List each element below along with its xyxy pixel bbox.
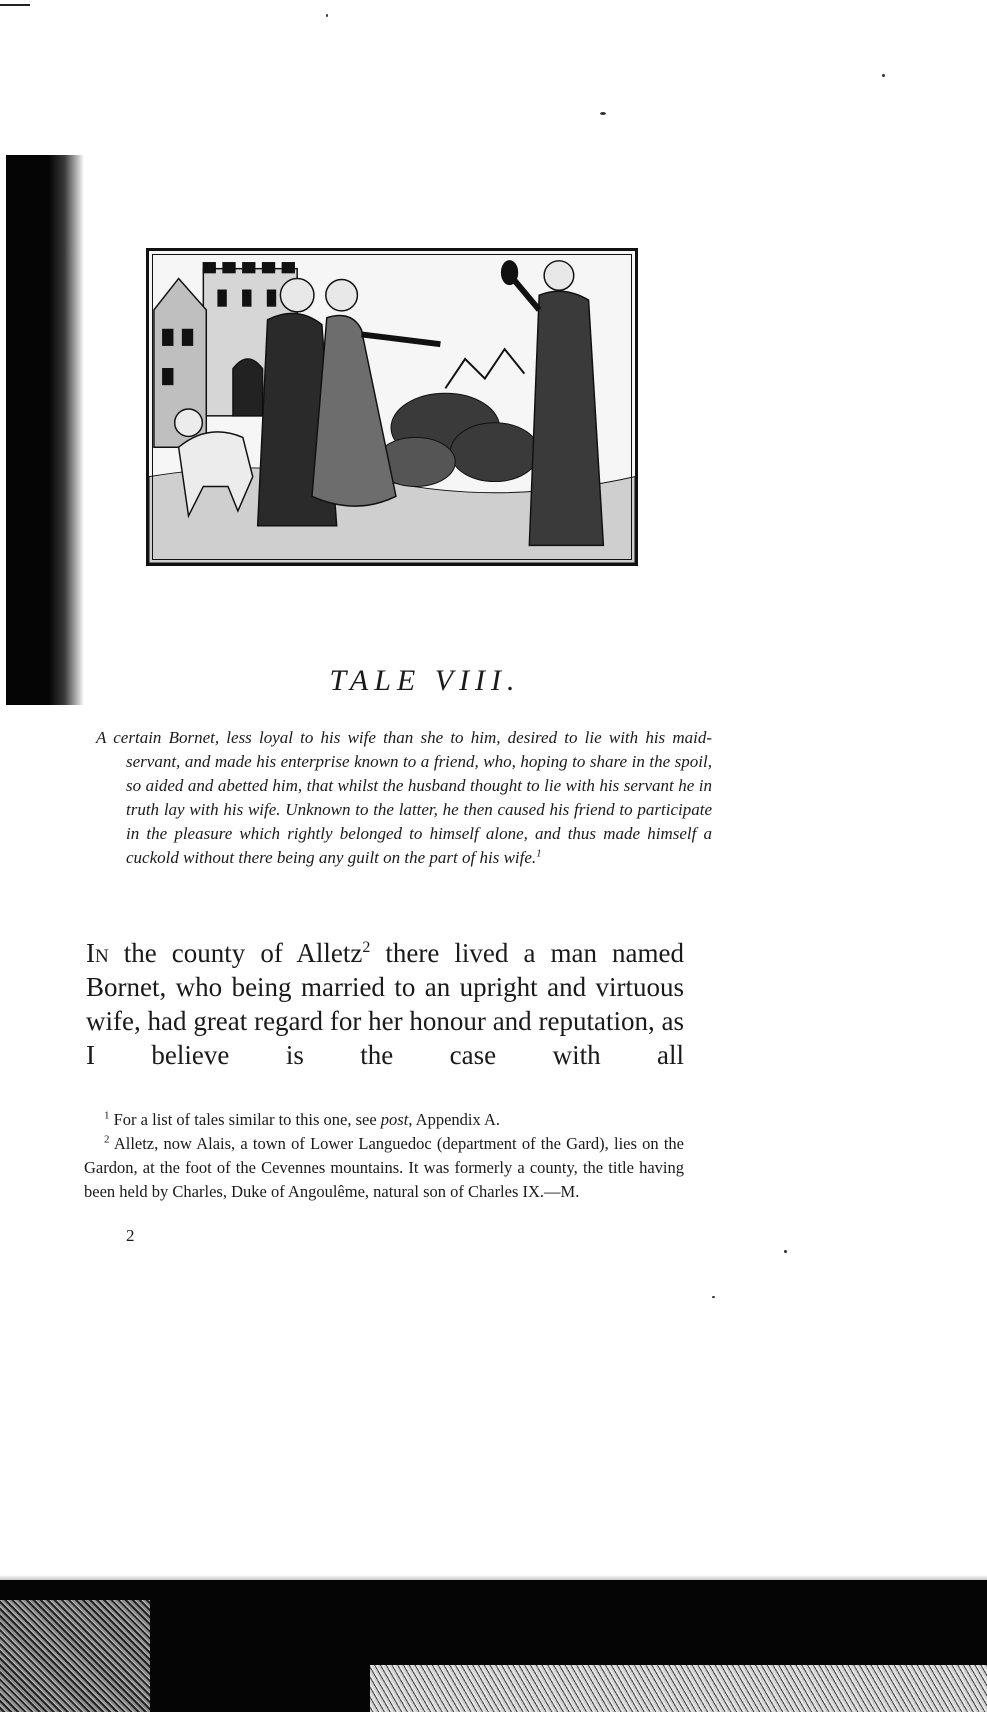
page-number: 2 — [126, 1226, 135, 1245]
body-text-before-ref: the county of Alletz — [108, 938, 363, 968]
scan-speck — [784, 1250, 787, 1253]
opening-word: In — [86, 938, 109, 968]
scan-grain-right — [370, 1665, 987, 1712]
footnote-2 — [84, 1132, 684, 1204]
scan-grain-left — [0, 1600, 150, 1712]
footnote-marker: 1 — [104, 1109, 110, 1122]
scan-speck — [326, 14, 328, 17]
scan-speck — [712, 1296, 715, 1298]
body-paragraph — [86, 936, 684, 1072]
footnote-emphasis: post — [380, 1110, 409, 1129]
tale-summary — [96, 726, 712, 870]
footnote-text-end: , Appendix A. — [408, 1110, 500, 1129]
footnote-text: For a list of tales similar to this one, see — [113, 1110, 381, 1129]
footnote-text: Alletz, now Alais, a town of Lower Languedoc (department of the Gard), lies on the Gardon, at the foot of the Cevennes mountains. It was formerly a county, the title having been held by Charles, Duke of Angoulême, natural son of Charles IX.—M. — [84, 1134, 684, 1201]
scan-shadow-left — [6, 155, 84, 705]
scan-speck — [882, 74, 885, 77]
tale-title: TALE VIII. — [329, 664, 521, 697]
footnote-ref-1: 1 — [536, 847, 542, 860]
footnote-ref-2: 2 — [362, 939, 371, 956]
engraving-scene — [149, 251, 635, 563]
footnote-1 — [84, 1108, 684, 1132]
scan-top-rule — [0, 4, 30, 6]
body-text-after-ref: there lived a man named Bornet, who being married to an upright and virtuous wife, had great regard for her honour and reputation, as I believe is the case with all — [86, 938, 684, 1070]
engraving-illustration — [146, 248, 638, 566]
footnotes — [84, 1108, 684, 1204]
scan-speck — [600, 112, 606, 115]
footnote-marker: 2 — [104, 1133, 110, 1146]
tale-summary-text: A certain Bornet, less loyal to his wife than she to him, desired to lie with his maid-servant, and made his enterprise known to a friend, who, hoping to share in the spoil, so aided and abetted him, that whilst the husband thought to lie with his servant he in truth lay with his wife. Unknown to the latter, he then caused his friend to participate in the pleasure which rightly belonged to himself alone, and thus made himself a cuckold without there being any guilt on the part of his wife. — [96, 728, 712, 867]
